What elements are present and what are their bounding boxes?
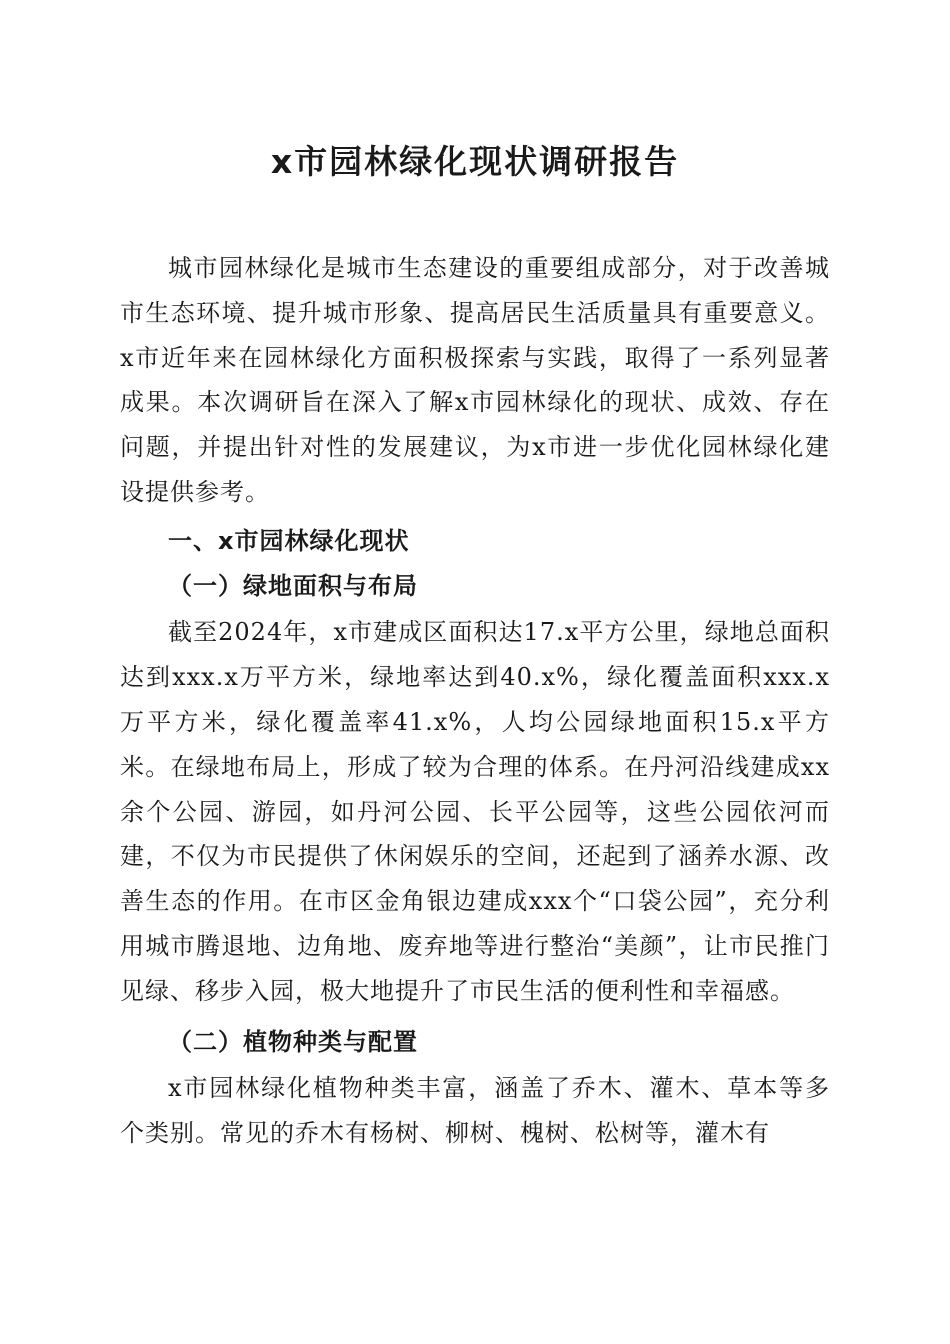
document-body [120,130,830,1156]
intro-paragraph: 城市园林绿化是城市生态建设的重要组成部分，对于改善城市生态环境、提升城市形象、提高居民生活质量具有重要意义。x市近年来在园林绿化方面积极探索与实践，取得了一系列显著成果。本次调研旨在深入了解x市园林绿化的现状、成效、存在问题，并提出针对性的发展建议，为x市进一步优化园林绿化建设提供参考。 [120,254,830,506]
green-area-paragraph: 截至2024年，x市建成区面积达17.x平方公里，绿地总面积达到xxx.x万平方米，绿地率达到40.x%，绿化覆盖面积xxx.x万平方米，绿化覆盖率41.x%，人均公园绿地面积15.x平方米。在绿地布局上，形成了较为合理的体系。在丹河沿线建成xx余个公园、游园，如丹河公园、长平公园等，这些公园依河而建，不仅为市民提供了休闲娱乐的空间，还起到了涵养水源、改善生态的作用。在市区金角银边建成xxx个“口袋公园”，充分利用城市腾退地、边角地、废弃地等进行整治“美颜”，让市民推门见绿、移步入园，极大地提升了市民生活的便利性和幸福感。 [120,618,830,1005]
document-title: x市园林绿化现状调研报告 [270,142,680,181]
subsection-heading-green-area: （一）绿地面积与布局 [168,570,418,600]
section-heading-current-status: 一、x市园林绿化现状 [168,526,410,555]
subsection-heading-plant-species: （二）植物种类与配置 [168,1026,418,1056]
plant-species-paragraph: x市园林绿化植物种类丰富，涵盖了乔木、灌木、草本等多个类别。常见的乔木有杨树、柳树、槐树、松树等，灌木有 [120,1074,830,1148]
